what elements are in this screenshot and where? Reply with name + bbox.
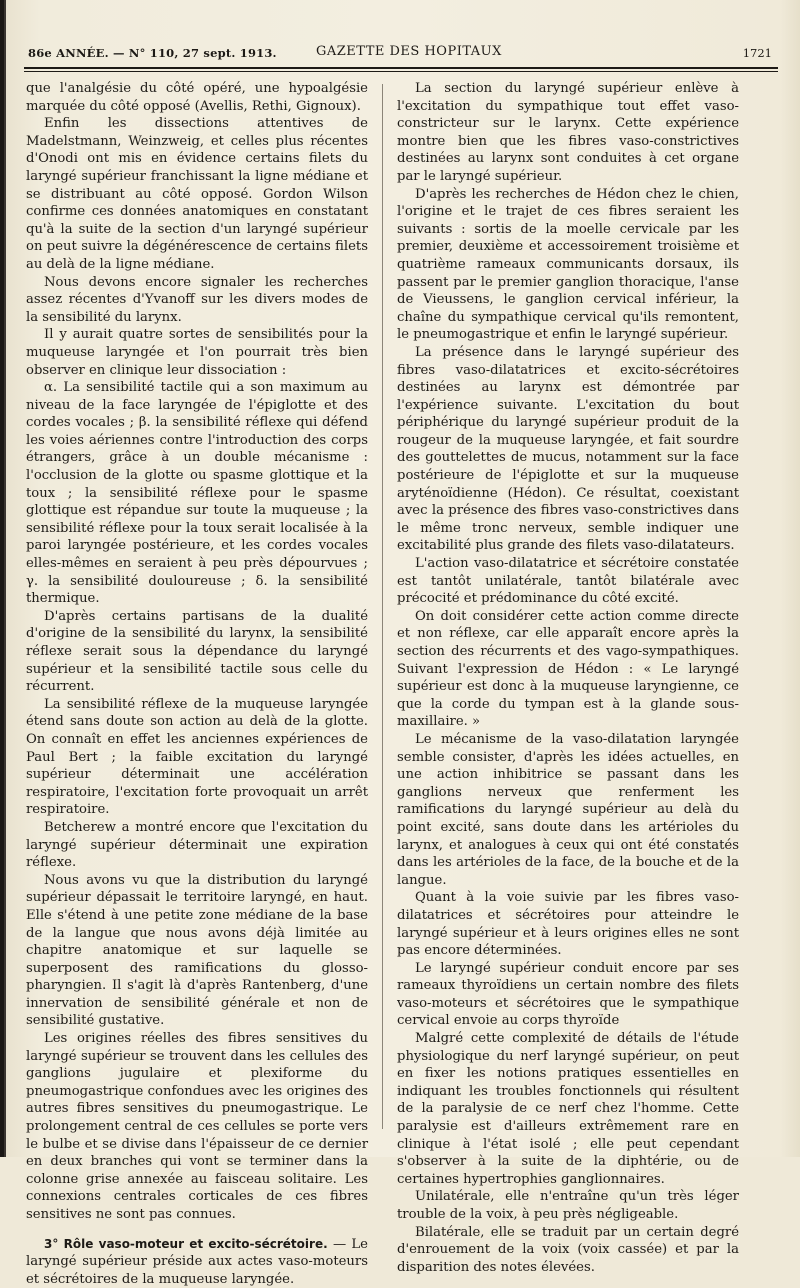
paragraph: D'après certains partisans de la dualité d'origine de la sensibilité du larynx, la sensibilité réflexe serait sous la dépendance du laryngé supérieur et la sensibilité tactile sous celle du récurrent.	[26, 608, 368, 695]
running-header	[28, 44, 776, 64]
header-rule	[24, 67, 778, 69]
paragraph: Unilatérale, elle n'entraîne qu'un très léger trouble de la voix, à peu près négligeable.	[397, 1189, 739, 1222]
paragraph: La présence dans le laryngé supérieur des fibres vaso-dilatatrices et excito-sécrétoires destinées au larynx est démontrée par l'expérience suivante. L'excitation du bout périphérique du laryngé supérieur produit de la rougeur de la muqueuse laryngée, et fait sourdre des gouttelettes de mucus, notamment sur la face postérieure de l'épiglotte et sur la muqueuse aryténoïdienne (Hédon). Ce résultat, coexistant avec la présence des fibres vaso-constrictives dans le même tronc nerveux, semble indiquer une excitabilité plus grande des filets vaso-dilatateurs.	[397, 344, 739, 554]
issue-info: 86e ANNÉE. — N° 110, 27 sept. 1913.	[28, 46, 277, 60]
header-rule-thin	[24, 71, 778, 72]
paragraph: Quant à la voie suivie par les fibres vaso-dilatatrices et sécrétoires pour atteindre le laryngé supérieur et à leurs origines elles ne sont pas encore déterminées.	[397, 890, 739, 959]
section-heading: 3° Rôle vaso-moteur et excito-sécrétoire.	[44, 1236, 328, 1251]
paragraph: Bilatérale, elle se traduit par un certain degré d'enrouement de la voix (voix cassée) et par la disparition des notes élevées.	[397, 1224, 739, 1275]
scan-binding-edge	[0, 0, 4, 1157]
paragraph: que l'analgésie du côté opéré, une hypoalgésie marquée du côté opposé (Avellis, Rethi, Gignoux).	[26, 81, 368, 114]
paragraph: Nous devons encore signaler les recherches assez récentes d'Yvanoff sur les divers modes de la sensibilité du larynx.	[26, 274, 368, 325]
column-divider	[382, 84, 383, 1129]
paragraph: D'après les recherches de Hédon chez le chien, l'origine et le trajet de ces fibres seraient les suivants : sortis de la moelle cervicale par les premier, deuxième et accessoirement troisième et quatrième rameaux communicants dorsaux, ils passent par le premier ganglion thoracique, l'anse de Vieussens, le ganglion cervical inférieur, la chaîne du sympathique cervical qu'ils remontent, le pneumogastrique et enfin le laryngé supérieur.	[397, 186, 739, 343]
paragraph: On doit considérer cette action comme directe et non réflexe, car elle apparaît encore après la section des récurrents et des vago-sympathiques. Suivant l'expression de Hédon : « Le laryngé supérieur est donc à la muqueuse laryngienne, ce que la corde du tympan est à la glande sous-maxillaire. »	[397, 608, 739, 730]
left-column	[26, 80, 368, 1288]
section-text: — Le laryngé supérieur préside aux actes vaso-moteurs et sécrétoires de la muqueuse laryngée.	[26, 1236, 368, 1287]
section-paragraph	[26, 1236, 368, 1288]
paragraph: Il y aurait quatre sortes de sensibilités pour la muqueuse laryngée et l'on pourrait très bien observer en clinique leur dissociation :	[26, 327, 368, 378]
paragraph: Nous avons vu que la distribution du laryngé supérieur dépassait le territoire laryngé, en haut. Elle s'étend à une petite zone médiane de la base de la langue que nous avons déjà limitée au chapitre anatomique et sur laquelle se superposent des ramifications du glosso-pharyngien. Il s'agit là d'après Rantenberg, d'une innervation de sensibilité générale et non de sensibilité gustative.	[26, 872, 368, 1029]
paragraph: Le laryngé supérieur conduit encore par ses rameaux thyroïdiens un certain nombre des filets vaso-moteurs et sécrétoires que le sympathique cervical envoie au corps thyroïde	[397, 960, 739, 1029]
journal-title: GAZETTE DES HOPITAUX	[316, 44, 502, 59]
right-column	[397, 80, 739, 1276]
paragraph: α. La sensibilité tactile qui a son maximum au niveau de la face laryngée de l'épiglotte et des cordes vocales ; β. la sensibilité réflexe qui défend les voies aériennes contre l'introduction des corps étrangers, grâce à un double mécanisme : l'occlusion de la glotte ou spasme glottique et la toux ; la sensibilité réflexe pour le spasme glottique est répandue sur toute la muqueuse ; la sensibilité réflexe pour la toux serait localisée à la paroi laryngée postérieure, et les cordes vocales elles-mêmes en seraient à peu près dépourvues ; γ. la sensibilité douloureuse ; δ. la sensibilité thermique.	[26, 380, 368, 607]
paragraph: Betcherew a montré encore que l'excitation du laryngé supérieur déterminait une expiration réflexe.	[26, 819, 368, 871]
paragraph: Malgré cette complexité de détails de l'étude physiologique du nerf laryngé supérieur, on peut en fixer les notions pratiques essentielles en indiquant les troubles fonctionnels qui résultent de la paralysie de ce nerf chez l'homme. Cette paralysie est d'ailleurs extrêmement rare en clinique à l'état isolé ; elle peut cependant s'observer à la suite de la diphtérie, ou de certaines hypertrophies ganglionnaires.	[397, 1031, 739, 1187]
paragraph: L'action vaso-dilatatrice et sécrétoire constatée est tantôt unilatérale, tantôt bilatérale avec précocité et prédominance du côté excité.	[397, 556, 739, 607]
paragraph: La sensibilité réflexe de la muqueuse laryngée étend sans doute son action au delà de la glotte. On connaît en effet les anciennes expériences de Paul Bert ; la faible excitation du laryngé supérieur déterminait une accélération respiratoire, l'excitation forte provoquait un arrêt respiratoire.	[26, 696, 368, 818]
paragraph: La section du laryngé supérieur enlève à l'excitation du sympathique tout effet vaso-constricteur sur le larynx. Cette expérience montre bien que les fibres vaso-constrictives destinées au larynx sont conduites à cet organe par le laryngé supérieur.	[397, 81, 739, 184]
page-number: 1721	[742, 46, 772, 60]
paragraph: Le mécanisme de la vaso-dilatation laryngée semble consister, d'après les idées actuelles, en une action inhibitrice se passant dans les ganglions nerveux que renferment les ramifications du laryngé supérieur au delà du point excité, sans doute dans les artérioles du larynx, et analogues à ceux qui ont été constatés dans les artérioles de la face, de la bouche et de la langue.	[397, 731, 739, 888]
paragraph: Enfin les dissections attentives de Madelstmann, Weinzweig, et celles plus récentes d'Onodi ont mis en évidence certains filets du laryngé supérieur franchissant la ligne médiane et se distribuant au côté opposé. Gordon Wilson confirme ces données anatomiques en constatant qu'à la suite de la section d'un laryngé supérieur on peut suivre la dégénérescence de certains filets au delà de la ligne médiane.	[26, 116, 368, 272]
paragraph: Les origines réelles des fibres sensitives du laryngé supérieur se trouvent dans les cellules des ganglions jugulaire et plexiforme du pneumogastrique confondues avec les origines des autres fibres sensitives du pneumogastrique. Le prolongement central de ces cellules se porte vers le bulbe et se divise dans l'épaisseur de ce dernier en deux branches qui vont se terminer dans la colonne grise annexée au faisceau solitaire. Les connexions centrales corticales de ces fibres sensitives ne sont pas connues.	[26, 1031, 368, 1222]
